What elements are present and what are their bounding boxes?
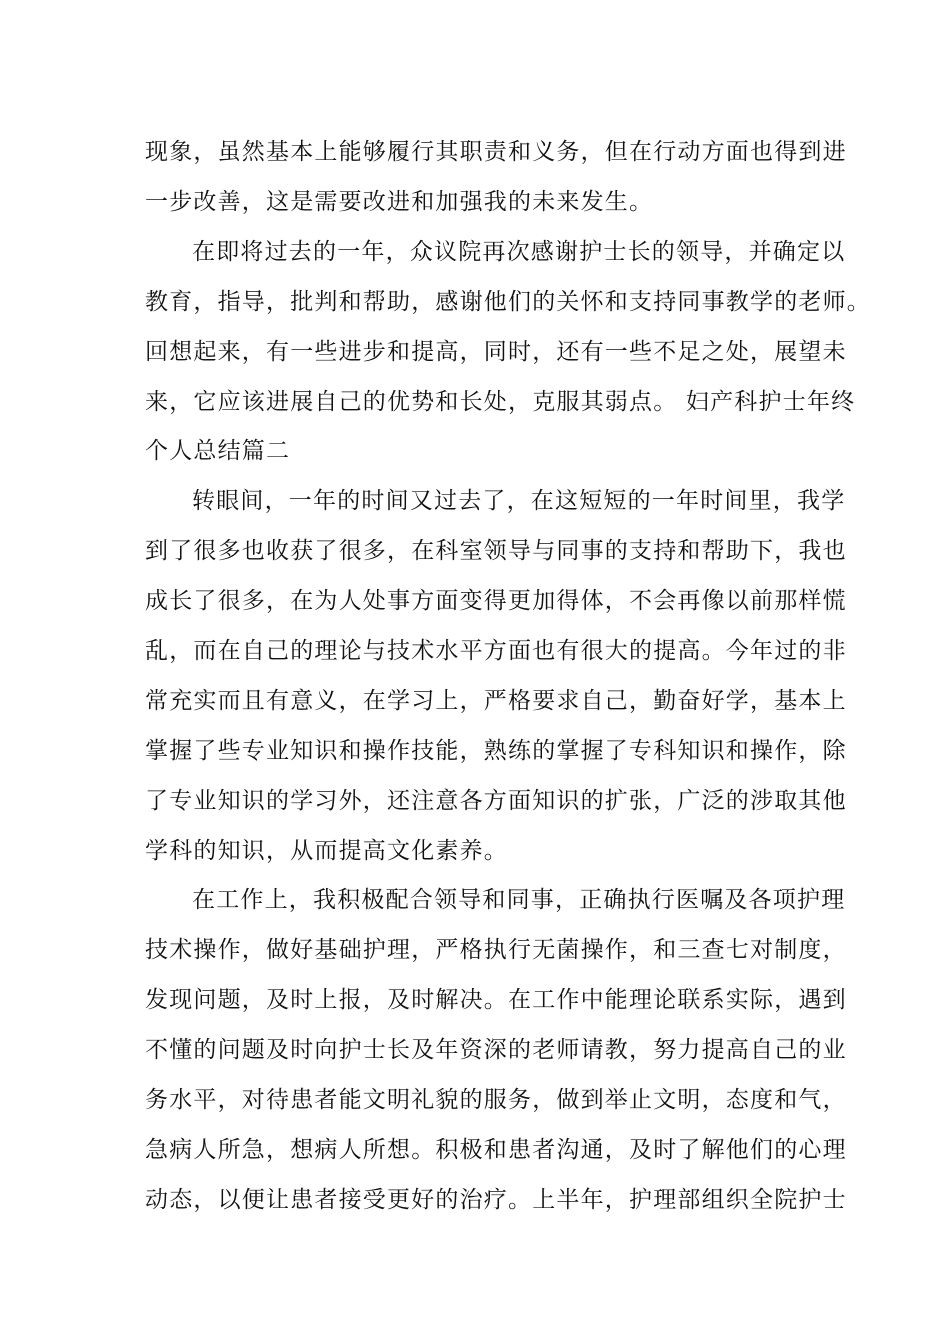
- text-line: 发现问题，及时上报，及时解决。在工作中能理论联系实际，遇到: [145, 987, 847, 1013]
- text-line: 务水平，对待患者能文明礼貌的服务，做到举止文明，态度和气，: [145, 1087, 847, 1113]
- text-line: 不懂的问题及时向护士长及年资深的老师请教，努力提高自己的业: [145, 1037, 847, 1063]
- text-line: 一步改善，这是需要改进和加强我的未来发生。: [145, 189, 654, 215]
- text-line: 教育，指导，批判和帮助，感谢他们的关怀和支持同事教学的老师。: [145, 289, 871, 315]
- paragraph-first-line: 在工作上，我积极配合领导和同事，正确执行医嘱及各项护理: [192, 887, 846, 913]
- text-line: 急病人所急，想病人所想。积极和患者沟通，及时了解他们的心理: [145, 1137, 847, 1163]
- text-line: 乱，而在自己的理论与技术水平方面也有很大的提高。今年过的非: [145, 638, 847, 664]
- text-line: 学科的知识，从而提高文化素养。: [145, 838, 508, 864]
- text-line: 常充实而且有意义，在学习上，严格要求自己，勤奋好学，基本上: [145, 688, 847, 714]
- text-line: 回想起来，有一些进步和提高，同时，还有一些不足之处，展望未: [145, 339, 847, 365]
- text-line: 来，它应该进展自己的优势和长处，克服其弱点。 妇产科护士年终: [145, 389, 856, 415]
- section-heading: 个人总结篇二: [145, 438, 291, 464]
- text-line: 到了很多也收获了很多，在科室领导与同事的支持和帮助下，我也: [145, 538, 847, 564]
- paragraph-first-line: 在即将过去的一年，众议院再次感谢护士长的领导，并确定以: [192, 239, 846, 265]
- paragraph-first-line: 转眼间，一年的时间又过去了，在这短短的一年时间里，我学: [192, 488, 846, 514]
- text-line: 动态，以便让患者接受更好的治疗。上半年，护理部组织全院护士: [145, 1187, 847, 1213]
- text-line: 成长了很多，在为人处事方面变得更加得体，不会再像以前那样慌: [145, 588, 847, 614]
- text-line: 现象，虽然基本上能够履行其职责和义务，但在行动方面也得到进: [145, 139, 847, 165]
- text-line: 了专业知识的学习外，还注意各方面知识的扩张，广泛的涉取其他: [145, 788, 847, 814]
- text-line: 技术操作，做好基础护理，严格执行无菌操作，和三查七对制度，: [145, 937, 847, 963]
- text-line: 掌握了些专业知识和操作技能，熟练的掌握了专科知识和操作，除: [145, 738, 847, 764]
